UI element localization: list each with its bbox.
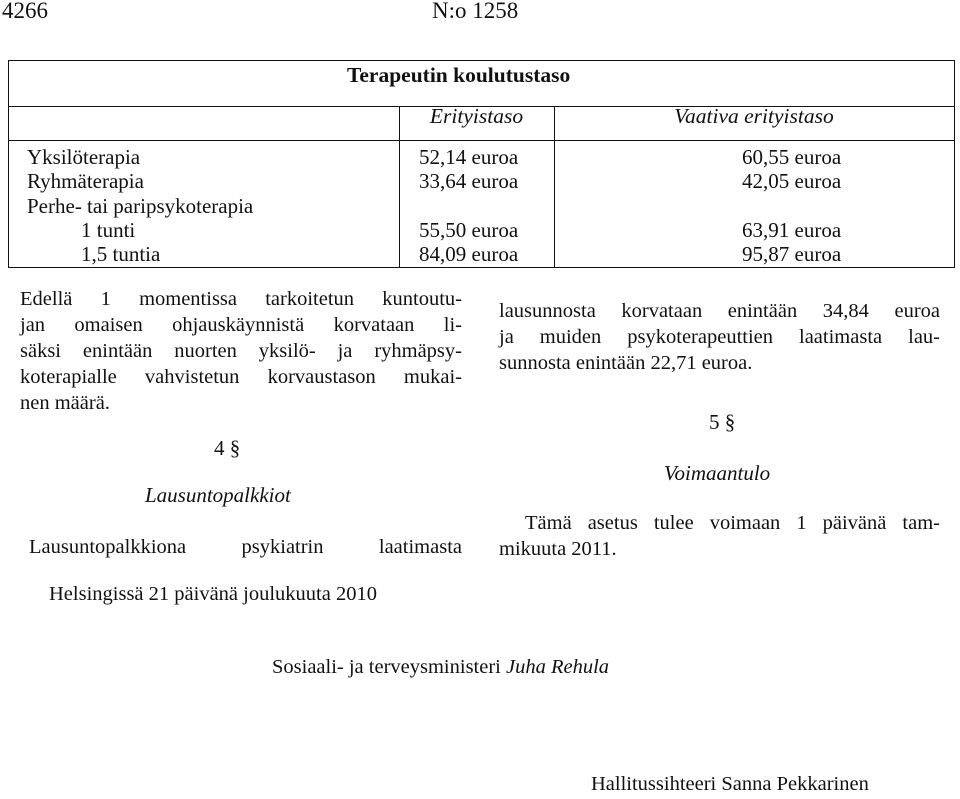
row-label: Yksilöterapia (27, 145, 141, 169)
table-column-line (554, 106, 555, 267)
page-number: 4266 (2, 0, 48, 23)
row-label: Ryhmäterapia (27, 169, 144, 193)
row-label: Perhe- tai paripsykoterapia (27, 194, 254, 218)
row-label: 1,5 tuntia (81, 242, 161, 266)
table-cell: 42,05 euroa (742, 169, 842, 193)
column-header: Erityistaso (429, 104, 524, 128)
table-cell: 55,50 euroa (419, 218, 519, 242)
table-cell: 33,64 euroa (419, 169, 519, 193)
text-line: ja muiden psykoterapeuttien laatimasta lau- (499, 326, 940, 348)
minister-signature (272, 656, 609, 679)
text-line: mikuuta 2011. (499, 538, 617, 560)
column-header: Vaativa erityistaso (674, 104, 834, 128)
section-number: 4 § (214, 436, 241, 460)
table-divider (9, 140, 954, 141)
table-title: Terapeutin koulutustaso (347, 63, 571, 87)
document-number: N:o 1258 (432, 0, 519, 23)
text-line: jan omaisen ohjauskäynnistä korvataan li- (20, 314, 462, 336)
table-column-line (399, 106, 400, 267)
section-title: Voimaantulo (664, 461, 771, 485)
place-date: Helsingissä 21 päivänä joulukuuta 2010 (49, 583, 377, 605)
minister-name: Juha Rehula (506, 656, 610, 678)
tariff-table (8, 60, 955, 268)
text-line: nen määrä. (20, 392, 110, 414)
table-cell: 52,14 euroa (419, 145, 519, 169)
table-cell: 95,87 euroa (742, 242, 842, 266)
secretary-signature: Hallitussihteeri Sanna Pekkarinen (591, 773, 869, 795)
text-line: Lausuntopalkkiona psykiatrin laatimasta (29, 536, 462, 558)
text-line: Tämä asetus tulee voimaan 1 päivänä tam- (525, 512, 940, 534)
text-line: Edellä 1 momentissa tarkoitetun kuntoutu- (20, 288, 462, 310)
table-cell: 84,09 euroa (419, 242, 519, 266)
minister-title: Sosiaali- ja terveysministeri (272, 656, 501, 678)
text-line: koterapialle vahvistetun korvaustason mukai- (20, 366, 462, 388)
section-number: 5 § (709, 410, 736, 434)
row-label: 1 tunti (81, 218, 136, 242)
section-title: Lausuntopalkkiot (145, 483, 291, 507)
table-cell: 63,91 euroa (742, 218, 842, 242)
text-line: sunnosta enintään 22,71 euroa. (499, 352, 753, 374)
table-cell: 60,55 euroa (742, 145, 842, 169)
text-line: lausunnosta korvataan enintään 34,84 euroa (499, 300, 940, 322)
text-line: säksi enintään nuorten yksilö- ja ryhmäpsy- (20, 340, 462, 362)
